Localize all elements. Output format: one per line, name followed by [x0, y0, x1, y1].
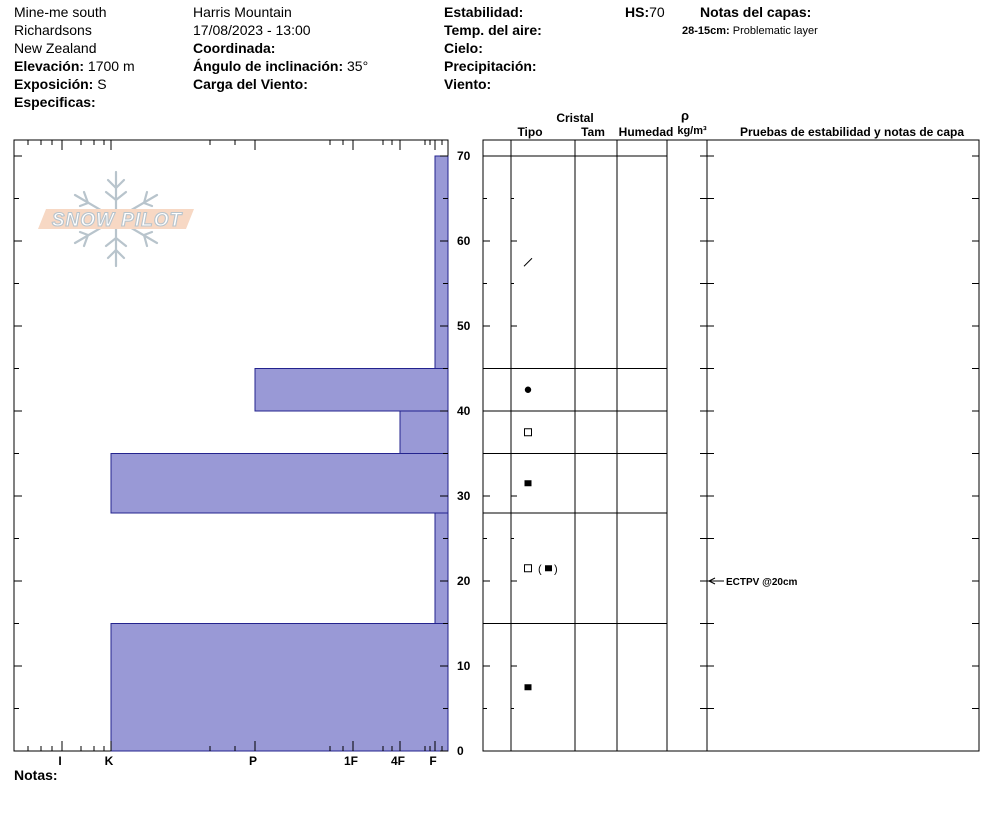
sky-label: Cielo: [444, 40, 483, 56]
aspect-label: Exposición: [14, 76, 94, 92]
elevation-value: 1700 m [87, 58, 135, 74]
hardness-bar-0 [111, 624, 448, 752]
specifics-label: Especificas: [14, 94, 96, 110]
col-rho: ρ [680, 108, 690, 123]
layer-notes-label: Notas del capas: [700, 4, 812, 20]
datetime: 17/08/2023 - 13:00 [193, 22, 311, 38]
slope-label: Ángulo de inclinación: [193, 58, 344, 74]
hardness-bar-1 [435, 513, 448, 624]
hardness-bar-2 [111, 454, 448, 514]
crystal-table-frame [483, 140, 979, 751]
height-tick-label-60: 60 [457, 234, 471, 248]
aspect-value: S [97, 76, 107, 92]
hardness-tick-label-K: K [104, 754, 114, 768]
crystal-symbol-filled-square-5 [525, 684, 532, 690]
col-crystal: Cristal [556, 111, 594, 125]
logo-text: SNOW PILOT [51, 210, 183, 231]
location-name: Mine-me south [14, 4, 107, 20]
hs-label: HS: [625, 4, 650, 20]
hardness-bars [111, 156, 448, 751]
crystal-symbol-filled-square-3 [525, 480, 532, 486]
country-name: New Zealand [14, 40, 97, 56]
crystal-symbol-open-square-4 [525, 565, 532, 572]
crystal-table-columns [511, 140, 707, 751]
hardness-tick-label-P: P [248, 754, 258, 768]
precip-label: Precipitación: [444, 58, 537, 74]
area-name: Harris Mountain [193, 4, 292, 20]
hardness-bar-4 [255, 369, 448, 412]
snowpilot-logo [38, 172, 194, 266]
crystal-symbol-filled-square-4 [545, 565, 552, 571]
slope-value: 35° [347, 58, 369, 74]
range-name: Richardsons [14, 22, 92, 38]
height-tick-label-0: 0 [457, 744, 464, 758]
coord-label: Coordinada: [193, 40, 276, 56]
hs-value: 70 [649, 4, 665, 20]
height-tick-label-50: 50 [457, 319, 471, 333]
hardness-bar-5 [435, 156, 448, 369]
hardness-tick-label-4F: 4F [390, 754, 406, 768]
height-tick-label-10: 10 [457, 659, 471, 673]
wind-load-label: Carga del Viento: [193, 76, 308, 92]
hardness-tick-label-I: I [58, 754, 62, 768]
wind-label: Viento: [444, 76, 492, 92]
crystal-symbol-dot-1 [525, 387, 531, 393]
height-tick-label-30: 30 [457, 489, 471, 503]
crystal-symbol-paren-open-4: ( [538, 563, 542, 576]
hardness-tick-label-F: F [429, 754, 437, 768]
col-tests: Pruebas de estabilidad y notas de capa [739, 125, 965, 139]
col-size: Tam [581, 125, 605, 139]
col-moisture: Humedad [618, 125, 674, 139]
height-tick-label-40: 40 [457, 404, 471, 418]
air-temp-label: Temp. del aire: [444, 22, 542, 38]
height-tick-label-20: 20 [457, 574, 471, 588]
stability-label: Estabilidad: [444, 4, 524, 20]
test-annotation-text: ECTPV @20cm [726, 577, 798, 588]
hardness-bar-3 [400, 411, 448, 454]
crystal-symbol-open-square-2 [525, 429, 532, 436]
stability-test-note [709, 577, 798, 588]
col-type: Tipo [517, 125, 543, 139]
notes-label: Notas: [14, 767, 58, 783]
crystal-symbols [524, 258, 558, 690]
crystal-symbol-paren-close-4: ) [554, 563, 558, 576]
col-density-unit: kg/m³ [677, 125, 707, 137]
layer-note-range: 28-15cm: [682, 25, 730, 37]
height-tick-label-70: 70 [457, 149, 471, 163]
crystal-symbol-slash-0 [524, 258, 532, 266]
layer-note-text: Problematic layer [732, 25, 818, 37]
hardness-tick-label-1F: 1F [343, 754, 359, 768]
elevation-label: Elevación: [14, 58, 85, 74]
